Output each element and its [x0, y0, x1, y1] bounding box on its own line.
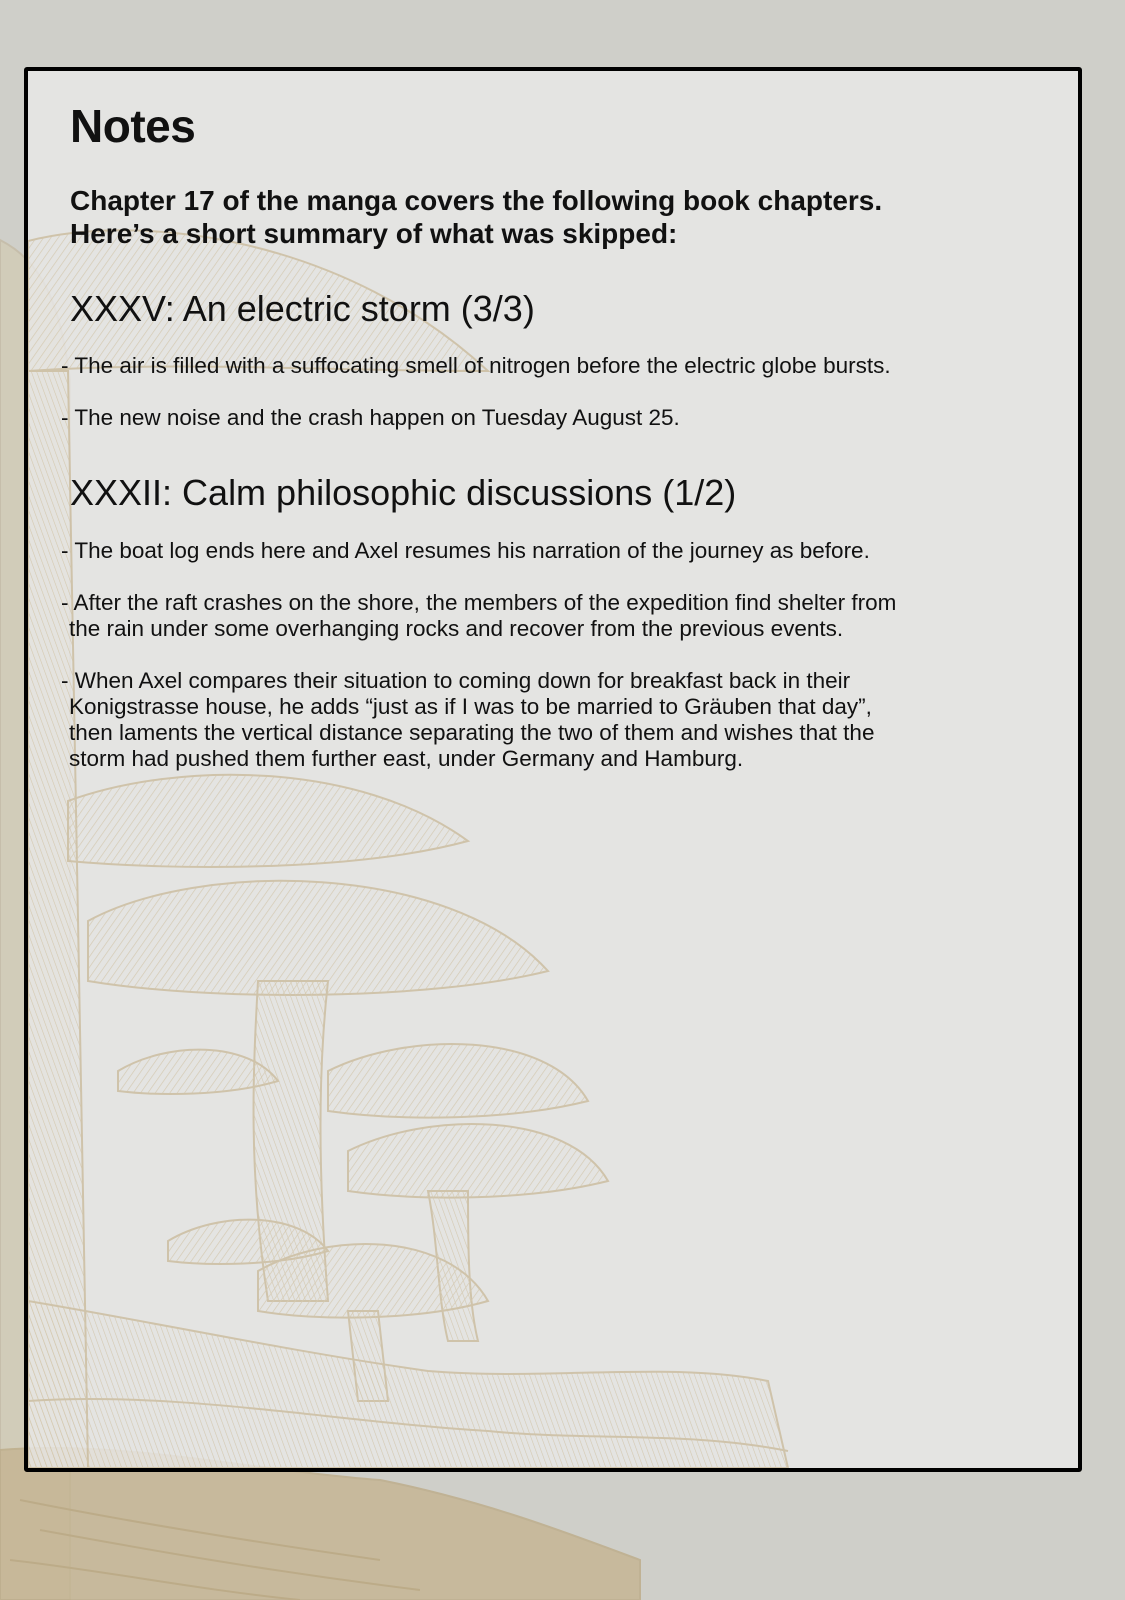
- bullet-raft-crash: [61, 590, 1021, 642]
- section-title-xxxv: XXXV: An electric storm (3/3): [70, 288, 535, 329]
- notes-panel: [24, 67, 1082, 1472]
- intro-line-2: Here’s a short summary of what was skipped:: [70, 218, 678, 249]
- intro-text: [70, 184, 1030, 250]
- bullet-tuesday-august: - The new noise and the crash happen on Tuesday August 25.: [61, 405, 680, 430]
- bullet-nitrogen-smell: - The air is filled with a suffocating smell of nitrogen before the electric globe bursts.: [61, 353, 891, 378]
- bullet-axel-line-2: Konigstrasse house, he adds “just as if I was to be married to Gräuben that day”,: [69, 694, 872, 719]
- bullet-raft-crash-line-2: the rain under some overhanging rocks and recover from the previous events.: [69, 616, 844, 641]
- section-title-xxxii: XXXII: Calm philosophic discussions (1/2): [70, 472, 737, 513]
- page-title: Notes: [70, 100, 196, 152]
- bullet-raft-crash-line-1: - After the raft crashes on the shore, the members of the expedition find shelter from: [61, 590, 897, 615]
- intro-line-1: Chapter 17 of the manga covers the following book chapters.: [70, 185, 883, 216]
- bullet-axel-line-3: then laments the vertical distance separating the two of them and wishes that the: [69, 720, 875, 745]
- bullet-axel-line-1: - When Axel compares their situation to coming down for breakfast back in their: [61, 668, 851, 693]
- bullet-axel-breakfast: [61, 668, 1021, 772]
- bullet-boat-log: - The boat log ends here and Axel resumes his narration of the journey as before.: [61, 538, 870, 563]
- bullet-axel-line-4: storm had pushed them further east, under Germany and Hamburg.: [69, 746, 744, 771]
